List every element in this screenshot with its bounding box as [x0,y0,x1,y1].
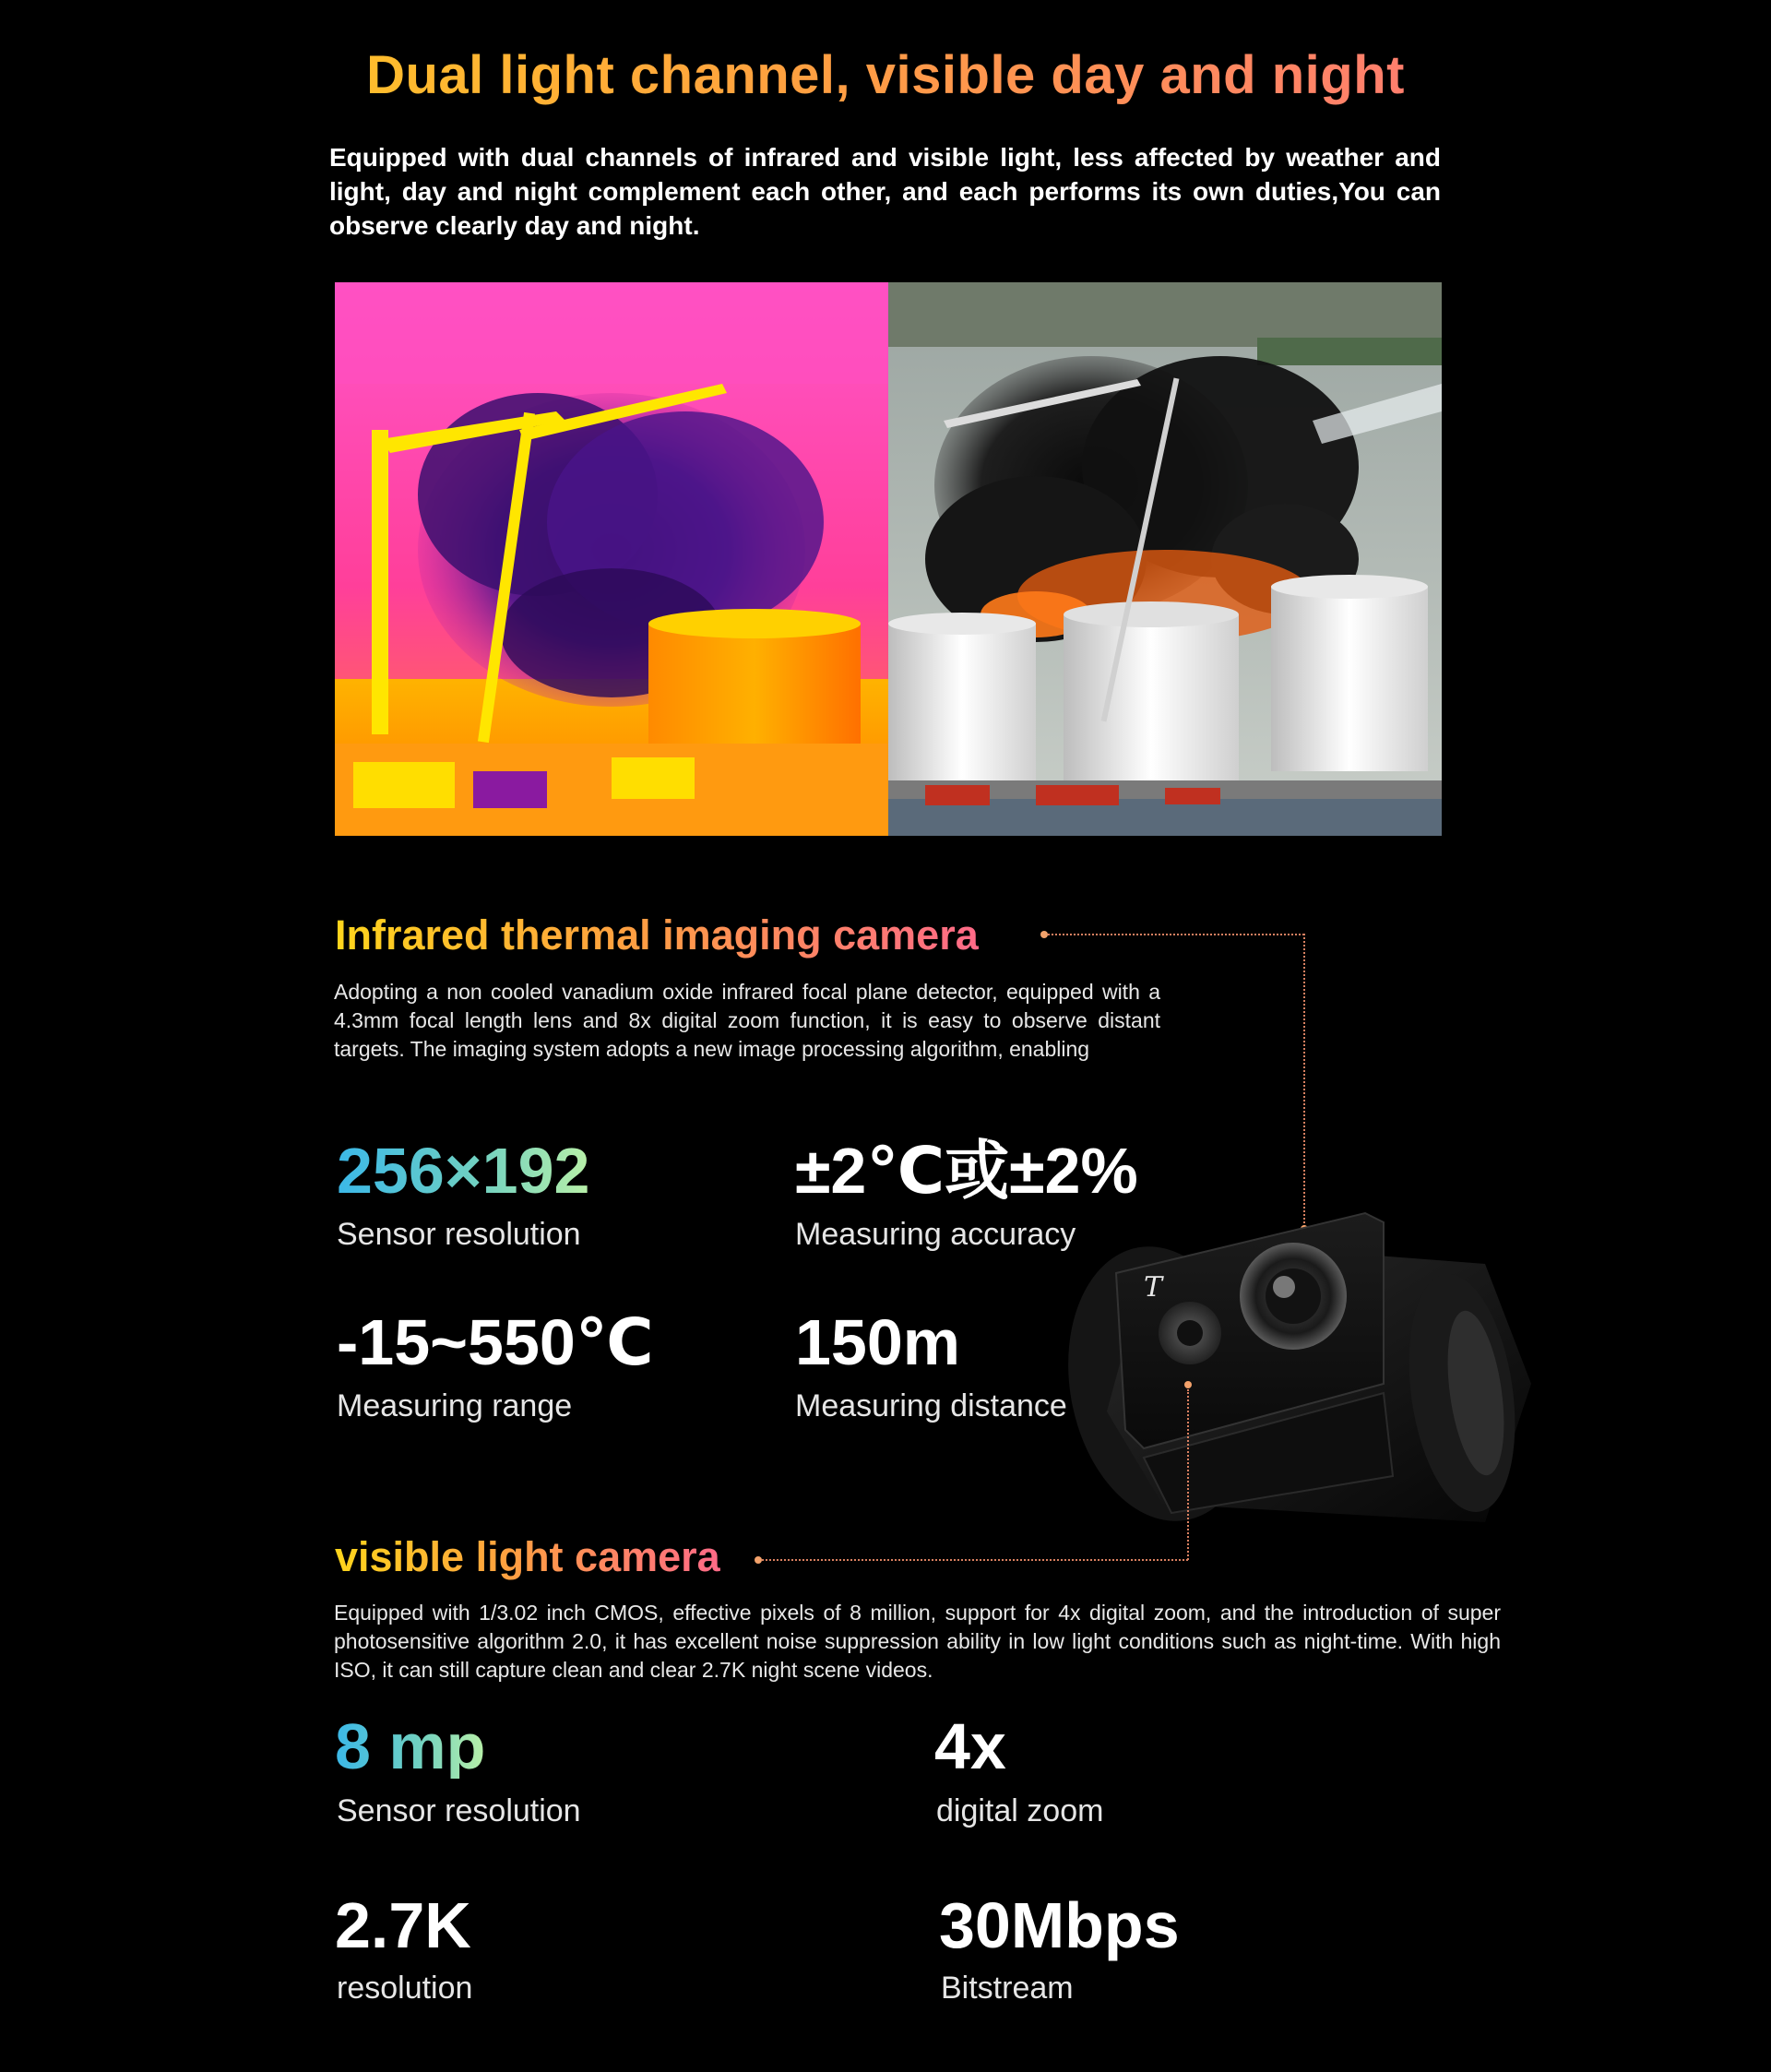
thermal-visible-comparison-image [335,282,1442,836]
visible-callout-dot [755,1556,762,1564]
visible-lens-dot [1184,1381,1192,1388]
vis-stat-label-zoom: digital zoom [936,1793,1104,1828]
ir-stat-label-accuracy: Measuring accuracy [795,1217,1076,1252]
vis-stat-value-resolution: 8 mp [335,1710,486,1782]
vis-stat-label-video-resolution: resolution [337,1971,473,2006]
ir-stat-value-accuracy: ±2℃或±2% [795,1135,1138,1207]
vis-stat-label-bitstream: Bitstream [941,1971,1074,2006]
vis-stat-value-bitstream: 30Mbps [939,1889,1180,1961]
vis-stat-value-video-resolution: 2.7K [335,1889,471,1961]
visible-section-title: visible light camera [335,1533,720,1580]
ir-stat-value-resolution: 256×192 [337,1135,590,1207]
page-title: Dual light channel, visible day and night [0,44,1771,106]
vis-stat-value-zoom: 4x [934,1710,1006,1782]
vis-stat-label-resolution: Sensor resolution [337,1793,581,1828]
infrared-section-title: Infrared thermal imaging camera [335,911,979,959]
infrared-description: Adopting a non cooled vanadium oxide infrared focal plane detector, equipped with a 4.3mm focal length lens and 8x digital zoom function, it is easy to observe distant targets. The imaging system adopts a new image processing algorithm, enabling [334,980,1160,1061]
ir-stat-label-distance: Measuring distance [795,1388,1067,1423]
visible-description: Equipped with 1/3.02 inch CMOS, effective pixels of 8 million, support for 4x digital zoom, and the introduction of super photosensitive algorithm 2.0, it has excellent noise suppression ability in low light conditions such as night-time. With high ISO, it can still capture clean and clear 2.7K night scene videos. [334,1601,1501,1682]
infrared-leader-line-vertical [1303,934,1305,1227]
infrared-leader-line [1048,934,1304,935]
intro-text: Equipped with dual channels of infrared and visible light, less affected by weather and light, day and night complement each other, and each performs its own duties,You can observe clearly day and night. [329,143,1441,240]
camera-module-image [1052,1199,1550,1554]
ir-stat-value-distance: 150m [795,1306,961,1378]
infrared-callout-dot [1040,931,1048,938]
ir-stat-value-range: -15~550℃ [337,1306,654,1378]
ir-stat-label-resolution: Sensor resolution [337,1217,581,1252]
visible-leader-line [762,1559,1188,1561]
camera-logo: T [1144,1271,1163,1304]
visible-leader-line-vertical [1187,1389,1189,1560]
ir-stat-label-range: Measuring range [337,1388,573,1423]
